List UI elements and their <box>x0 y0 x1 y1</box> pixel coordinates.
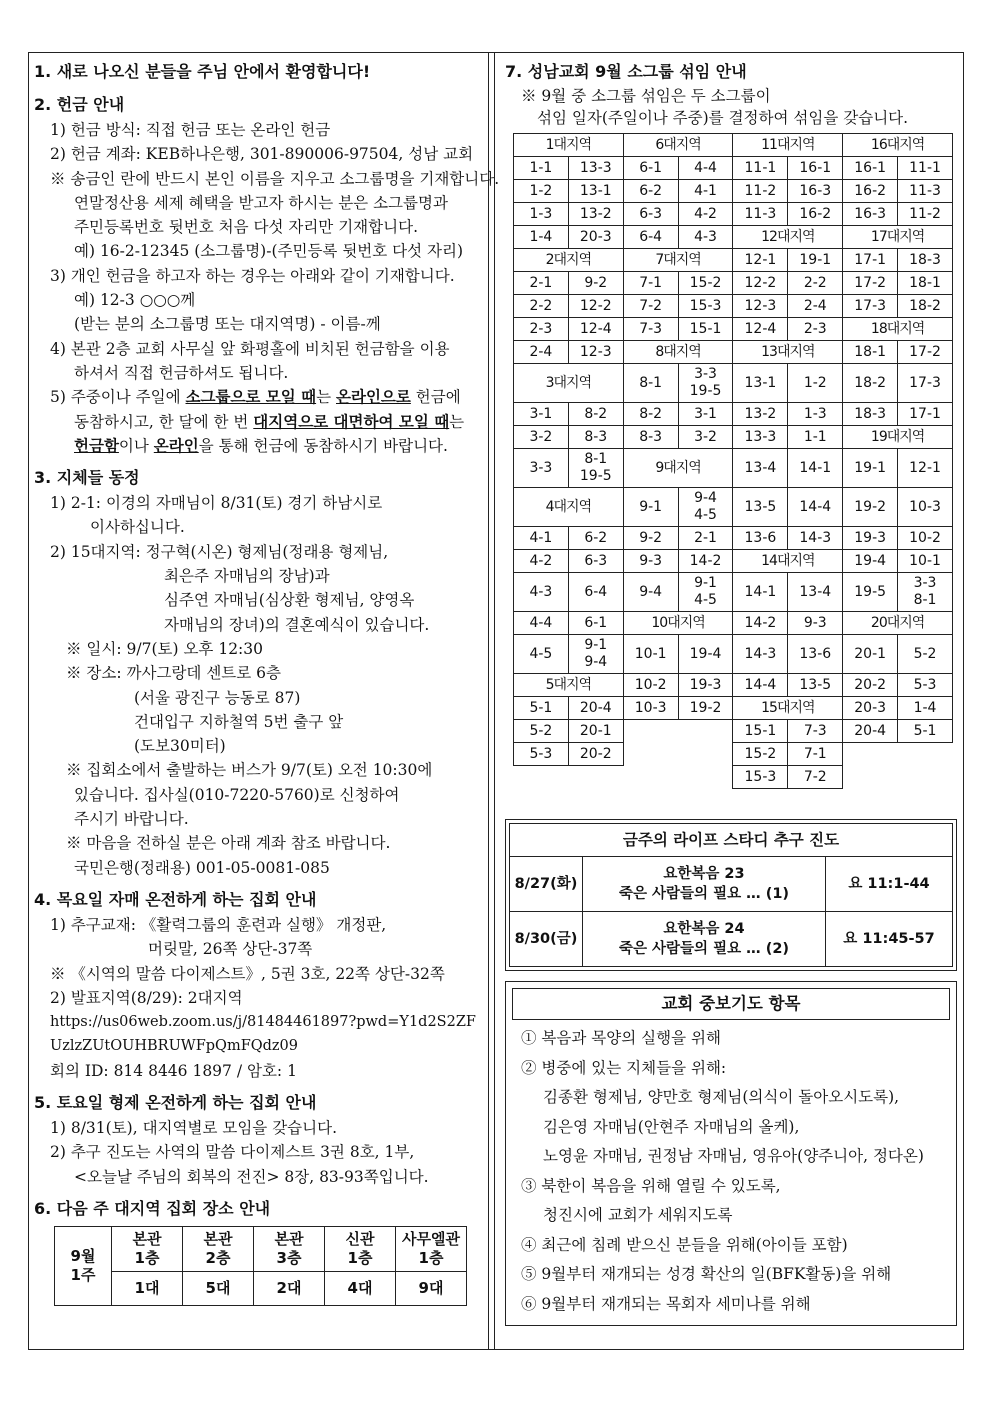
group-cell: 3-1 <box>514 403 569 426</box>
group-row <box>514 203 953 226</box>
group-cell: 9-1 9-4 <box>568 635 623 674</box>
group-cell: 20-2 <box>843 674 898 697</box>
group-cell: 19-5 <box>843 573 898 612</box>
place-group: 1대 <box>112 1271 183 1305</box>
group-cell: 14-2 <box>733 612 788 635</box>
group-cell: 12-2 <box>733 272 788 295</box>
group-cell: 13-6 <box>733 527 788 550</box>
group-cell: 19-2 <box>843 488 898 527</box>
place-header: 신관 1층 <box>325 1226 396 1271</box>
region-header: 15대지역 <box>733 697 843 720</box>
group-cell: 5-3 <box>514 743 569 766</box>
region-header: 11대지역 <box>733 134 843 157</box>
region-header: 4대지역 <box>514 488 624 527</box>
group-cell: 4-1 <box>514 527 569 550</box>
group-cell: 15-1 <box>733 720 788 743</box>
group-cell: 2-4 <box>788 295 843 318</box>
group-cell: 2-4 <box>514 341 569 364</box>
group-cell: 9-2 <box>568 272 623 295</box>
news-item-line: 심주연 자매님(심상환 형제님, 양영옥 <box>164 591 415 610</box>
offering-note: ※ 송금인 란에 반드시 본인 이름을 지우고 소그룹명을 기재합니다. <box>50 169 500 188</box>
group-cell: 2-2 <box>788 272 843 295</box>
group-cell: 13-1 <box>733 364 788 403</box>
group-cell: 4-1 <box>678 180 733 203</box>
group-cell: 17-3 <box>843 295 898 318</box>
group-row <box>514 134 953 157</box>
wedding-place-line: 건대입구 지하철역 5번 출구 앞 <box>134 712 344 731</box>
offering-note-line: 연말정산용 세제 혜택을 받고자 하시는 분은 소그룹명과 <box>74 193 448 212</box>
offering-guide-line: 헌금함이나 온라인을 통해 헌금에 동참하시기 바랍니다. <box>74 436 448 455</box>
group-row <box>514 341 953 364</box>
mixing-note: ※ 9월 중 소그룹 섞임은 두 소그룹이 <box>521 87 771 105</box>
offering-guide: 5) 주중이나 주일에 소그룹으로 모일 때는 온라인으로 헌금에 <box>50 388 461 407</box>
group-cell: 16-3 <box>843 203 898 226</box>
region-header: 8대지역 <box>623 341 733 364</box>
group-cell: 20-2 <box>568 743 623 766</box>
place-group: 9대 <box>396 1271 467 1305</box>
group-cell: 13-6 <box>788 635 843 674</box>
right-column <box>505 58 957 1326</box>
group-cell: 2-2 <box>514 295 569 318</box>
section-7-title: 7. 성남교회 9월 소그룹 섞임 안내 <box>505 62 747 81</box>
region-header: 17대지역 <box>843 226 953 249</box>
column-divider <box>494 52 495 1350</box>
study-reference: 요 11:45-57 <box>826 912 953 967</box>
personal-offering-example: 예) 12-3 ○○○께 <box>74 291 196 310</box>
group-row <box>514 697 953 720</box>
prayer-item-line: 노영윤 자매님, 권정남 자매님, 영유아(양주니아, 정다온) <box>543 1147 924 1165</box>
group-cell: 9-1 4-5 <box>678 573 733 612</box>
group-row <box>514 157 953 180</box>
group-cell: 13-2 <box>568 203 623 226</box>
group-cell: 3-2 <box>514 426 569 449</box>
group-cell: 20-3 <box>568 226 623 249</box>
group-cell: 5-2 <box>898 635 953 674</box>
group-cell: 13-4 <box>733 449 788 488</box>
study-reference: 요 11:1-44 <box>826 857 953 912</box>
wedding-place: ※ 장소: 까사그랑데 센트로 6층 <box>66 664 281 683</box>
group-cell: 19-4 <box>843 550 898 573</box>
prayer-item: ② 병중에 있는 지체들을 위해: <box>521 1058 727 1077</box>
group-cell: 12-3 <box>568 341 623 364</box>
region-header: 20대지역 <box>843 612 953 635</box>
group-cell: 13-3 <box>733 426 788 449</box>
group-cell: 17-3 <box>898 364 953 403</box>
offering-example: 예) 16-2-12345 (소그룹명)-(주민등록 뒷번호 다섯 자리) <box>74 242 464 261</box>
prayer-title: 교회 중보기도 항목 <box>512 988 950 1020</box>
group-cell: 18-2 <box>843 364 898 403</box>
group-cell: 2-1 <box>678 527 733 550</box>
group-cell: 18-3 <box>843 403 898 426</box>
region-header: 18대지역 <box>843 318 953 341</box>
group-cell: 14-3 <box>733 635 788 674</box>
offering-account: 2) 헌금 계좌: KEB하나은행, 301-890006-97504, 성남 교회 <box>50 145 474 164</box>
thursday-material: 1) 추구교재: 《활력그룹의 훈련과 실행》 개정판, <box>50 915 387 934</box>
group-cell: 20-1 <box>568 720 623 743</box>
group-cell: 4-2 <box>514 550 569 573</box>
prayer-item-line: 김종환 형제님, 양만호 형제님(의식이 돌아오시도록), <box>543 1088 900 1106</box>
news-item: 2) 15대지역: 정구혁(시온) 형제님(정래용 형제님, <box>50 542 389 561</box>
group-empty-cell <box>843 743 953 766</box>
group-row <box>514 766 953 789</box>
group-cell: 6-4 <box>623 226 678 249</box>
group-cell: 13-1 <box>568 180 623 203</box>
offering-note-line: 주민등록번호 뒷번호 처음 다섯 자리만 기재합니다. <box>74 218 418 237</box>
group-cell: 11-3 <box>733 203 788 226</box>
group-row <box>514 612 953 635</box>
group-row <box>514 226 953 249</box>
region-header: 6대지역 <box>623 134 733 157</box>
saturday-item: 1) 8/31(토), 대지역별로 모임을 갖습니다. <box>50 1118 338 1137</box>
group-cell: 19-4 <box>678 635 733 674</box>
life-study-box <box>505 819 957 971</box>
group-cell: 19-3 <box>843 527 898 550</box>
zoom-meeting-id: 회의 ID: 814 8446 1897 / 암호: 1 <box>50 1061 297 1080</box>
news-item-line: 자매님의 장녀)의 결혼예식이 있습니다. <box>164 615 430 634</box>
region-header: 14대지역 <box>733 550 843 573</box>
group-cell: 3-1 <box>678 403 733 426</box>
group-cell: 16-2 <box>788 203 843 226</box>
gift-account: 국민은행(정래용) 001-05-0081-085 <box>74 858 330 877</box>
personal-offering: 3) 개인 헌금을 하고자 하는 경우는 아래와 같이 기재합니다. <box>50 266 455 285</box>
group-cell: 15-3 <box>733 766 788 789</box>
news-item: 1) 2-1: 이경의 자매님이 8/31(토) 경기 하남시로 <box>50 494 383 513</box>
group-cell: 9-2 <box>623 527 678 550</box>
group-cell: 1-2 <box>788 364 843 403</box>
group-cell: 6-1 <box>568 612 623 635</box>
place-group: 5대 <box>183 1271 254 1305</box>
life-study-table <box>509 823 953 967</box>
group-cell: 10-2 <box>623 674 678 697</box>
place-group: 2대 <box>254 1271 325 1305</box>
group-cell: 1-1 <box>788 426 843 449</box>
group-cell: 19-3 <box>678 674 733 697</box>
wedding-time: ※ 일시: 9/7(토) 오후 12:30 <box>66 639 264 658</box>
group-cell: 9-4 4-5 <box>678 488 733 527</box>
gift-note: ※ 마음을 전하실 분은 아래 계좌 참조 바랍니다. <box>66 834 391 853</box>
offering-guide-line: 동참하시고, 한 달에 한 번 대지역으로 대면하여 모일 때는 <box>74 412 465 431</box>
group-cell: 1-4 <box>514 226 569 249</box>
news-item-line: 최은주 자매님의 장남)과 <box>164 567 330 586</box>
group-cell: 11-1 <box>733 157 788 180</box>
group-cell: 9-1 <box>623 488 678 527</box>
group-cell: 7-3 <box>788 720 843 743</box>
group-cell: 15-1 <box>678 318 733 341</box>
group-cell: 16-2 <box>843 180 898 203</box>
section-5-title: 5. 토요일 형제 온전하게 하는 집회 안내 <box>34 1092 317 1112</box>
study-date: 8/30(금) <box>510 912 583 967</box>
zoom-link-line[interactable]: UzlzZUtOUHBRUWFpQmFQdz09 <box>50 1038 299 1055</box>
thursday-presenter: 2) 발표지역(8/29): 2대지역 <box>50 988 243 1007</box>
group-cell: 8-3 <box>568 426 623 449</box>
region-header: 7대지역 <box>623 249 733 272</box>
section-6-title: 6. 다음 주 대지역 집회 장소 안내 <box>34 1198 271 1218</box>
bus-note-line: 주시기 바랍니다. <box>74 810 189 829</box>
group-cell: 12-4 <box>733 318 788 341</box>
group-cell: 9-3 <box>623 550 678 573</box>
group-cell: 13-4 <box>788 573 843 612</box>
section-4-title: 4. 목요일 자매 온전하게 하는 집회 안내 <box>34 889 317 909</box>
group-row <box>514 403 953 426</box>
group-cell: 13-2 <box>733 403 788 426</box>
group-row <box>514 272 953 295</box>
group-cell: 19-1 <box>843 449 898 488</box>
group-row <box>514 573 953 612</box>
offering-box: 4) 본관 2층 교회 사무실 앞 화평홀에 비치된 헌금함을 이용 <box>50 339 450 358</box>
group-cell: 12-1 <box>898 449 953 488</box>
group-cell: 2-1 <box>514 272 569 295</box>
prayer-item-line: 청진시에 교회가 세워지도록 <box>543 1206 733 1224</box>
group-cell: 7-1 <box>788 743 843 766</box>
group-row <box>514 674 953 697</box>
group-cell: 3-3 19-5 <box>678 364 733 403</box>
prayer-list <box>509 1024 953 1319</box>
group-cell: 6-4 <box>568 573 623 612</box>
prayer-item: ① 복음과 목양의 실행을 위해 <box>521 1029 721 1047</box>
group-cell: 16-1 <box>788 157 843 180</box>
prayer-item: ⑥ 9월부터 재개되는 목회자 세미나를 위해 <box>521 1294 811 1313</box>
group-cell: 17-1 <box>898 403 953 426</box>
group-cell: 4-4 <box>514 612 569 635</box>
group-empty-cell <box>623 743 733 766</box>
zoom-link[interactable]: https://us06web.zoom.us/j/81484461897?pwd=Y1d2S2ZF <box>50 1014 476 1031</box>
group-cell: 4-2 <box>678 203 733 226</box>
group-cell: 10-1 <box>623 635 678 674</box>
group-cell: 10-1 <box>898 550 953 573</box>
section-1-title: 1. 새로 나오신 분들을 주님 안에서 환영합니다! <box>34 62 371 81</box>
group-cell: 6-2 <box>623 180 678 203</box>
group-cell: 4-5 <box>514 635 569 674</box>
group-cell: 8-3 <box>623 426 678 449</box>
group-row <box>514 720 953 743</box>
left-column <box>34 58 500 1306</box>
group-cell: 2-3 <box>514 318 569 341</box>
group-cell: 12-1 <box>733 249 788 272</box>
group-row <box>514 635 953 674</box>
thursday-material-note: ※ 《시역의 말씀 다이제스트》, 5권 3호, 22쪽 상단-32쪽 <box>50 964 445 983</box>
group-row <box>514 550 953 573</box>
group-cell: 3-3 <box>514 449 569 488</box>
group-cell: 1-3 <box>788 403 843 426</box>
group-cell: 7-1 <box>623 272 678 295</box>
bus-note-line: 있습니다. 집사실(010-7220-5760)로 신청하여 <box>74 785 400 804</box>
group-cell: 9-4 <box>623 573 678 612</box>
group-empty-cell <box>514 766 733 789</box>
prayer-item: ③ 북한이 복음을 위해 열릴 수 있도록, <box>521 1176 781 1195</box>
group-row <box>514 249 953 272</box>
personal-offering-format: (받는 분의 소그룹명 또는 대지역명) - 이름-께 <box>74 315 381 334</box>
group-mixing-table <box>513 133 953 789</box>
place-group: 4대 <box>325 1271 396 1305</box>
group-row <box>514 488 953 527</box>
group-cell: 14-4 <box>788 488 843 527</box>
group-cell: 5-3 <box>898 674 953 697</box>
mixing-note-line: 섞임 일자(주일이나 주중)를 결정하여 섞임을 갖습니다. <box>537 109 909 127</box>
region-header: 13대지역 <box>733 341 843 364</box>
group-cell: 17-2 <box>898 341 953 364</box>
group-cell: 11-1 <box>898 157 953 180</box>
place-header: 사무엘관 1층 <box>396 1226 467 1271</box>
group-cell: 20-4 <box>568 697 623 720</box>
group-cell: 7-2 <box>623 295 678 318</box>
place-header: 본관 1층 <box>112 1226 183 1271</box>
group-cell: 13-5 <box>788 674 843 697</box>
group-cell: 12-2 <box>568 295 623 318</box>
offering-box-line: 하셔서 직접 헌금하셔도 됩니다. <box>74 363 289 382</box>
group-cell: 12-4 <box>568 318 623 341</box>
group-empty-cell <box>843 766 953 789</box>
group-cell: 14-4 <box>733 674 788 697</box>
group-cell: 7-2 <box>788 766 843 789</box>
group-cell: 15-2 <box>678 272 733 295</box>
group-row <box>514 318 953 341</box>
group-cell: 5-1 <box>514 697 569 720</box>
group-cell: 8-1 <box>623 364 678 403</box>
section-3-title: 3. 지체들 동정 <box>34 468 140 488</box>
group-cell: 3-3 8-1 <box>898 573 953 612</box>
group-cell: 19-2 <box>678 697 733 720</box>
group-cell: 18-1 <box>843 341 898 364</box>
group-cell: 20-3 <box>843 697 898 720</box>
section-2-title: 2. 헌금 안내 <box>34 95 125 114</box>
group-row <box>514 295 953 318</box>
column-divider <box>488 52 489 1350</box>
group-row <box>514 743 953 766</box>
group-row <box>514 426 953 449</box>
region-header: 1대지역 <box>514 134 624 157</box>
group-cell: 14-2 <box>678 550 733 573</box>
prayer-item-line: 김은영 자매님(안현주 자매님의 올케), <box>543 1117 800 1136</box>
group-cell: 14-1 <box>733 573 788 612</box>
group-cell: 4-3 <box>678 226 733 249</box>
region-header: 3대지역 <box>514 364 624 403</box>
group-cell: 5-2 <box>514 720 569 743</box>
group-cell: 18-2 <box>898 295 953 318</box>
study-date: 8/27(화) <box>510 857 583 912</box>
saturday-item-line: <오늘날 주님의 회복의 전진> 8장, 83-93쪽입니다. <box>74 1167 429 1186</box>
group-cell: 1-1 <box>514 157 569 180</box>
group-cell: 13-3 <box>568 157 623 180</box>
group-cell: 11-2 <box>898 203 953 226</box>
group-row <box>514 449 953 488</box>
prayer-item: ④ 최근에 침례 받으신 분들을 위해(아이들 포함) <box>521 1235 848 1254</box>
wedding-place-line: (서울 광진구 능동로 87) <box>134 688 301 707</box>
study-topic: 요한복음 23 죽은 사람들의 필요 … (1) <box>583 857 826 912</box>
study-topic: 요한복음 24 죽은 사람들의 필요 … (2) <box>583 912 826 967</box>
group-cell: 14-1 <box>788 449 843 488</box>
group-row <box>514 527 953 550</box>
group-cell: 2-3 <box>788 318 843 341</box>
week-cell: 9월 1주 <box>55 1226 112 1305</box>
region-header: 12대지역 <box>733 226 843 249</box>
group-cell: 9-3 <box>788 612 843 635</box>
group-cell: 6-3 <box>568 550 623 573</box>
group-cell: 12-3 <box>733 295 788 318</box>
group-cell: 8-2 <box>623 403 678 426</box>
group-cell: 14-3 <box>788 527 843 550</box>
group-cell: 6-3 <box>623 203 678 226</box>
group-cell: 6-2 <box>568 527 623 550</box>
group-cell: 10-3 <box>898 488 953 527</box>
group-cell: 4-3 <box>514 573 569 612</box>
news-item-line: 이사하십니다. <box>90 518 185 537</box>
thursday-material-line: 머릿말, 26쪽 상단-37쪽 <box>148 940 313 959</box>
group-cell: 7-3 <box>623 318 678 341</box>
prayer-item: ⑤ 9월부터 재개되는 성경 확산의 일(BFK활동)을 위해 <box>521 1265 892 1283</box>
group-cell: 18-3 <box>898 249 953 272</box>
life-study-title: 금주의 라이프 스타디 추구 진도 <box>510 824 953 857</box>
group-cell: 11-2 <box>733 180 788 203</box>
group-cell: 19-1 <box>788 249 843 272</box>
group-cell: 1-4 <box>898 697 953 720</box>
place-header: 본관 3층 <box>254 1226 325 1271</box>
group-cell: 6-1 <box>623 157 678 180</box>
group-cell: 11-3 <box>898 180 953 203</box>
group-cell: 1-3 <box>514 203 569 226</box>
group-cell: 17-2 <box>843 272 898 295</box>
group-cell: 1-2 <box>514 180 569 203</box>
region-header: 5대지역 <box>514 674 624 697</box>
meeting-place-table <box>54 1226 467 1306</box>
group-cell: 15-3 <box>678 295 733 318</box>
group-cell: 8-1 19-5 <box>568 449 623 488</box>
bus-note: ※ 집회소에서 출발하는 버스가 9/7(토) 오전 10:30에 <box>66 761 433 780</box>
group-cell: 15-2 <box>733 743 788 766</box>
group-cell: 3-2 <box>678 426 733 449</box>
offering-method: 1) 헌금 방식: 직접 헌금 또는 온라인 헌금 <box>50 121 331 139</box>
region-header: 9대지역 <box>623 449 733 488</box>
region-header: 10대지역 <box>623 612 733 635</box>
group-cell: 16-1 <box>843 157 898 180</box>
group-cell: 20-1 <box>843 635 898 674</box>
group-cell: 16-3 <box>788 180 843 203</box>
group-cell: 17-1 <box>843 249 898 272</box>
group-cell: 4-4 <box>678 157 733 180</box>
group-row <box>514 180 953 203</box>
region-header: 16대지역 <box>843 134 953 157</box>
group-cell: 13-5 <box>733 488 788 527</box>
group-cell: 18-1 <box>898 272 953 295</box>
region-header: 2대지역 <box>514 249 624 272</box>
saturday-item: 2) 추구 진도는 사역의 말씀 다이제스트 3권 8호, 1부, <box>50 1143 415 1162</box>
place-header: 본관 2층 <box>183 1226 254 1271</box>
group-cell: 5-1 <box>898 720 953 743</box>
prayer-box <box>505 981 957 1326</box>
group-cell: 20-4 <box>843 720 898 743</box>
group-empty-cell <box>623 720 733 743</box>
region-header: 19대지역 <box>843 426 953 449</box>
group-cell: 10-2 <box>898 527 953 550</box>
group-cell: 8-2 <box>568 403 623 426</box>
group-row <box>514 364 953 403</box>
group-cell: 10-3 <box>623 697 678 720</box>
wedding-place-line: (도보30미터) <box>134 737 226 756</box>
